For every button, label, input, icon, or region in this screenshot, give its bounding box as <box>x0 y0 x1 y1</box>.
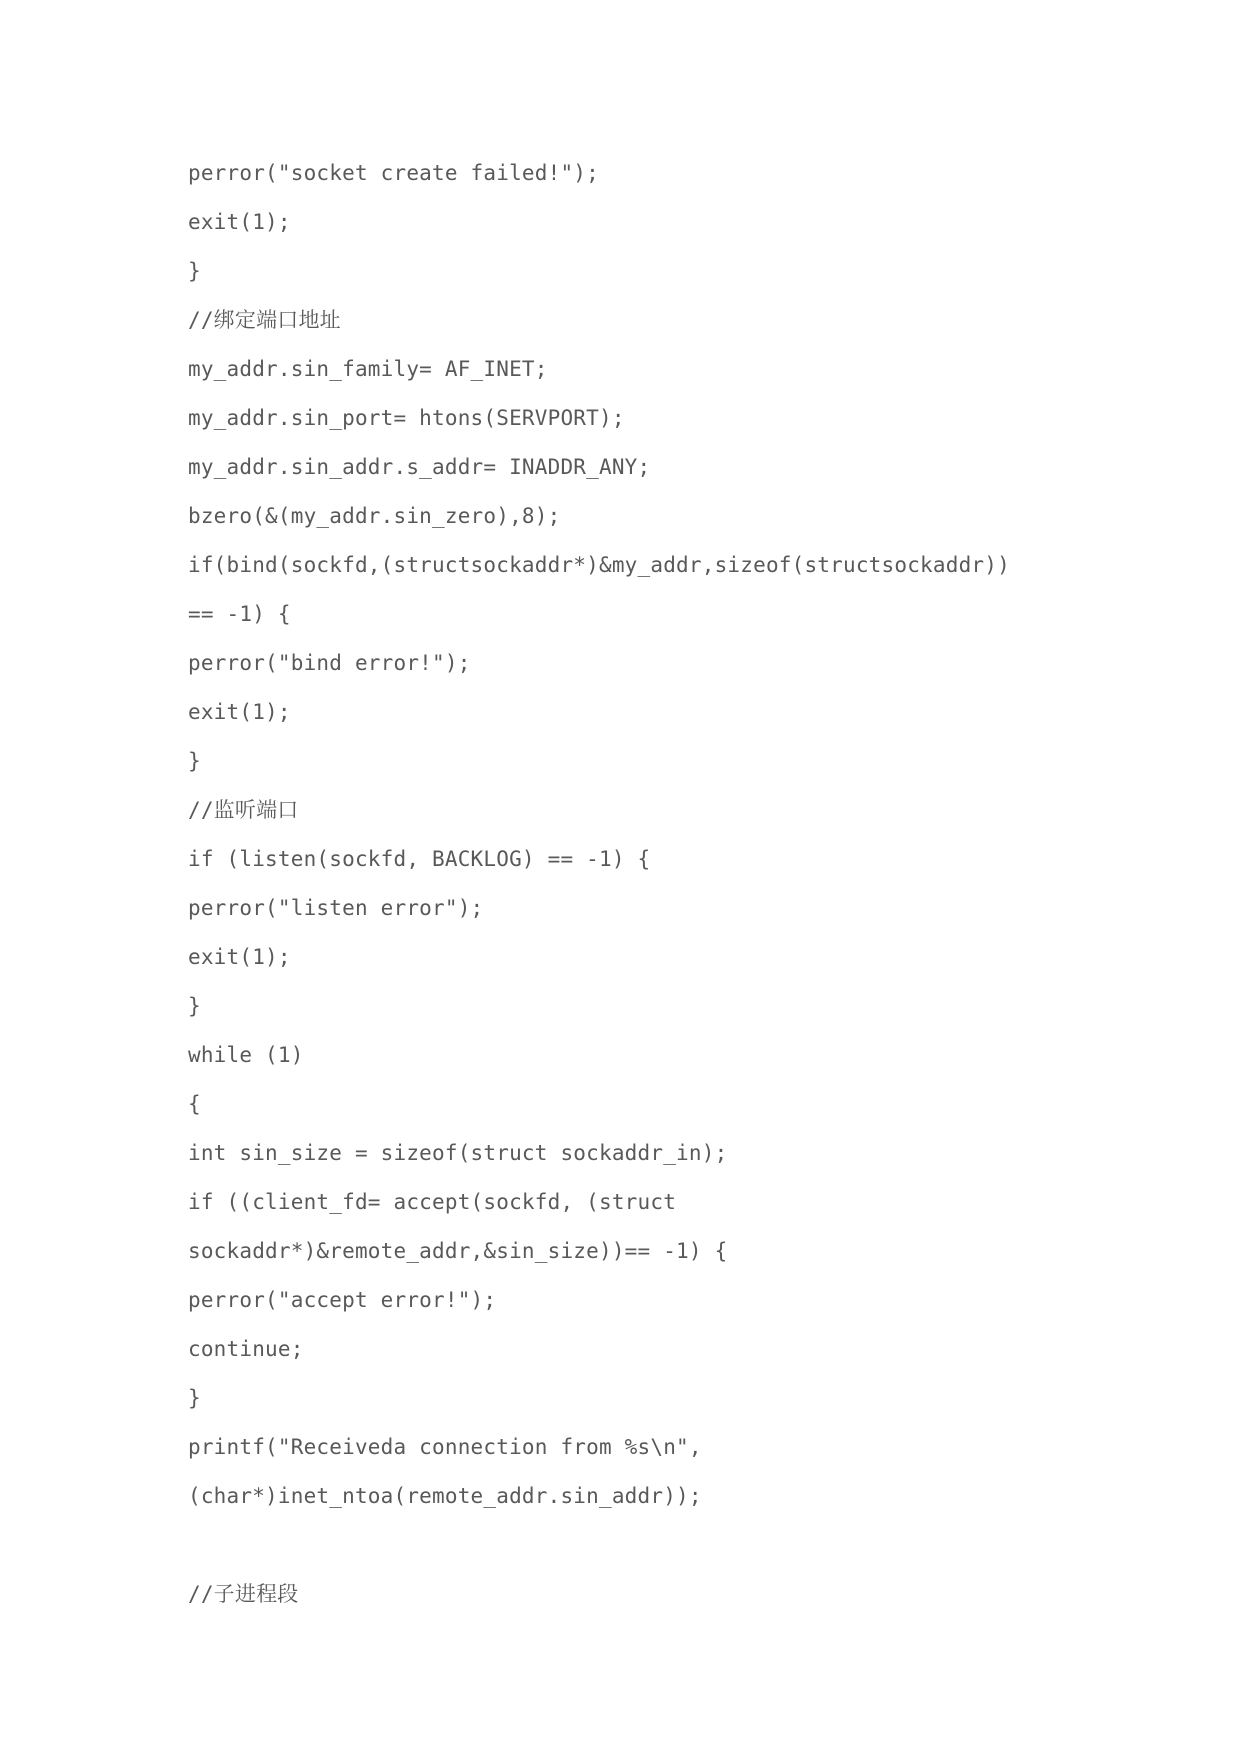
code-line: sockaddr*)&remote_addr,&sin_size))== -1) { <box>188 1239 728 1263</box>
code-line: perror("socket create failed!"); <box>188 161 599 185</box>
code-line: printf("Receiveda connection from %s\n", <box>188 1435 702 1459</box>
code-line: } <box>188 1386 201 1410</box>
code-line: bzero(&(my_addr.sin_zero),8); <box>188 504 561 528</box>
code-line: == -1) { <box>188 602 291 626</box>
code-line: exit(1); <box>188 945 291 969</box>
code-line: my_addr.sin_port= htons(SERVPORT); <box>188 406 625 430</box>
code-line: perror("accept error!"); <box>188 1288 497 1312</box>
code-line: my_addr.sin_addr.s_addr= INADDR_ANY; <box>188 455 651 479</box>
comment-line: //监听端口 <box>188 798 299 822</box>
code-line: my_addr.sin_family= AF_INET; <box>188 357 548 381</box>
code-line: perror("listen error"); <box>188 896 484 920</box>
code-line: { <box>188 1092 201 1116</box>
code-line: exit(1); <box>188 700 291 724</box>
code-line: perror("bind error!"); <box>188 651 471 675</box>
comment-line: //绑定端口地址 <box>188 308 341 332</box>
code-line: if (listen(sockfd, BACKLOG) == -1) { <box>188 847 651 871</box>
blank-line <box>188 1530 1168 1579</box>
comment-line: //子进程段 <box>188 1582 299 1606</box>
code-line: if ((client_fd= accept(sockfd, (struct <box>188 1190 677 1214</box>
code-line: (char*)inet_ntoa(remote_addr.sin_addr)); <box>188 1484 702 1508</box>
code-line: int sin_size = sizeof(struct sockaddr_in); <box>188 1141 728 1165</box>
code-line: exit(1); <box>188 210 291 234</box>
code-line: } <box>188 259 201 283</box>
code-line: if(bind(sockfd,(structsockaddr*)&my_addr,sizeof(structsockaddr)) <box>188 553 1010 577</box>
code-line: } <box>188 994 201 1018</box>
code-line: } <box>188 749 201 773</box>
code-listing <box>188 158 1168 1628</box>
code-line: while (1) <box>188 1043 304 1067</box>
code-line: continue; <box>188 1337 304 1361</box>
